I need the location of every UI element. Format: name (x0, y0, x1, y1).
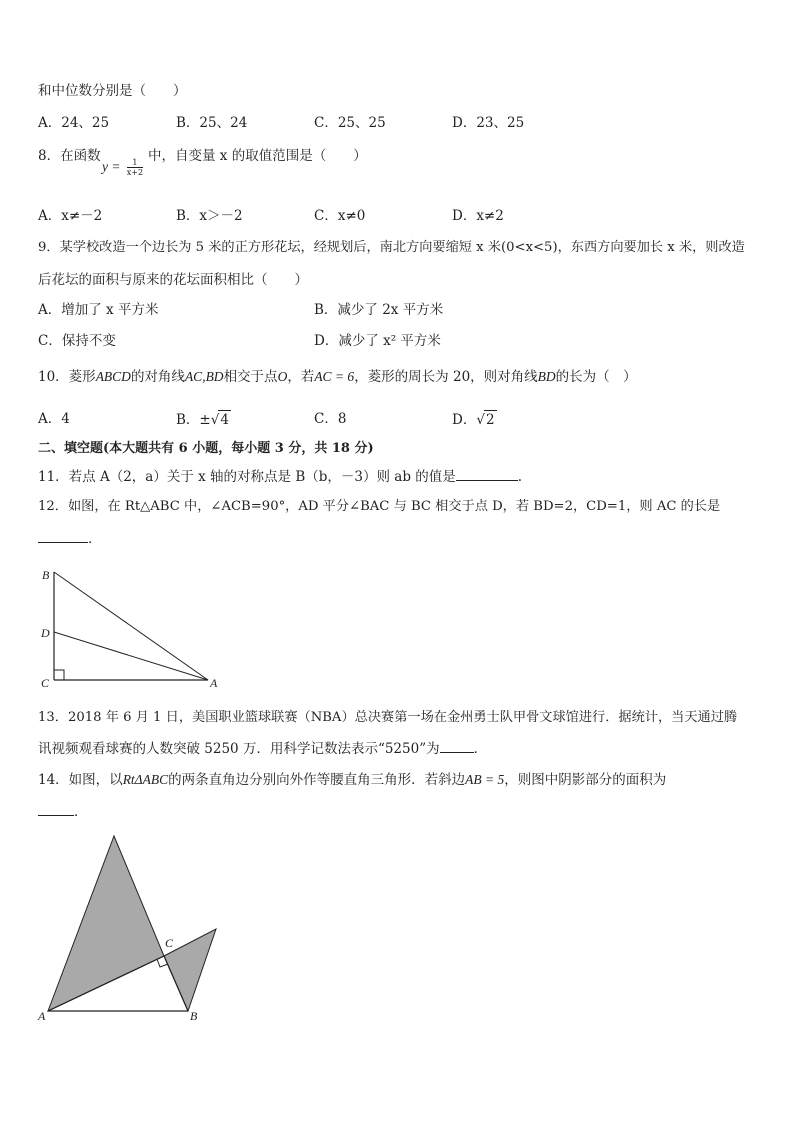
q14-ab: AB = 5 (465, 772, 505, 787)
q10-text-a: 10．菱形 (38, 369, 96, 385)
q12-stem: 12．如图，在 Rt△ABC 中，∠ACB=90°，AD 平分∠BAC 与 BC 相交于点 D，若 BD=2，CD=1，则 AC 的长是 (38, 499, 721, 514)
q10-o: O (277, 369, 288, 384)
q14-text-b: 的两条直角边分别向外作等腰直角三角形．若斜边 (168, 772, 466, 788)
q10-ac-eq: AC = 6 (314, 369, 355, 384)
q12-label-b: B (42, 568, 50, 582)
q10-acbd: AC,BD (184, 369, 224, 384)
q10-option-b-prefix: B．± (176, 412, 211, 428)
q10-text-e: ，菱形的周长为 20，则对角线 (354, 369, 538, 385)
section-title: 二、填空题(本大题共有 6 小题，每小题 3 分，共 18 分) (38, 441, 374, 456)
q9-option-b: B．减少了 2x 平方米 (314, 302, 444, 318)
q13-end: ． (473, 741, 488, 757)
q13-text: 讯视频观看球赛的人数突破 5250 万．用科学记数法表示“5250”为 (38, 741, 440, 757)
q8-prefix: 8．在函数 (38, 148, 101, 164)
q10-text-b: 的对角线 (130, 369, 185, 385)
q14-text-a: 14．如图，以 (38, 772, 123, 788)
q10-abcd: ABCD (95, 369, 131, 384)
q10-text-d: ，若 (287, 369, 315, 385)
q10-option-a: A．4 (38, 411, 70, 427)
q12-label-a: A (210, 676, 218, 690)
q12-label-d: D (41, 626, 50, 640)
q14-label-c: C (165, 936, 174, 950)
sqrt-icon: √ (210, 412, 220, 428)
q14-shaded-triangles (48, 836, 216, 1011)
q9-stem-line1: 9．某学校改造一个边长为 5 米的正方形花坛，经规划后，南北方向要缩短 x 米(0<x<5)，东西方向要加长 x 米，则改造 (38, 240, 745, 255)
q8-option-d: D．x≠2 (452, 208, 504, 224)
q14-rt: RtΔABC (122, 772, 169, 787)
q7-option-a: A．24、25 (38, 115, 110, 131)
q11-text: 11．若点 A（2，a）关于 x 轴的对称点是 B（b，－3）则 ab 的值是 (38, 469, 456, 485)
q7-stem-tail: 和中位数分别是（ ） (38, 83, 187, 99)
q14-label-a: A (38, 1009, 46, 1023)
q7-option-c: C．25、25 (314, 115, 386, 131)
q9-option-d: D．减少了 x² 平方米 (314, 333, 441, 349)
q10-option-d-prefix: D． (452, 412, 477, 428)
q11-end: . (517, 469, 523, 485)
q9-option-a: A．增加了 x 平方米 (38, 302, 159, 318)
q10-text-c: 相交于点 (223, 369, 278, 385)
q10-option-d-radicand: 2 (485, 412, 495, 428)
q10-option-c: C．8 (314, 411, 347, 427)
q8-option-a: A．x≠－2 (38, 208, 103, 224)
q8-formula-y: y = (102, 159, 121, 174)
q14-text-c: ，则图中阴影部分的面积为 (504, 772, 667, 788)
q14-end: ． (74, 804, 88, 820)
q8-fraction-numerator: 1 (127, 158, 143, 168)
q10-option-b-radicand: 4 (220, 412, 229, 428)
q8-fraction-denominator: x+2 (126, 168, 144, 177)
q12-end: ． (88, 531, 102, 547)
q10-text-f: 的长为（ ） (555, 369, 637, 385)
q9-option-c: C．保持不变 (38, 333, 116, 349)
q8-option-b: B．x＞－2 (176, 208, 243, 224)
q14-label-b: B (190, 1009, 198, 1023)
q13-stem-line1: 13．2018 年 6 月 1 日，美国职业篮球联赛（NBA）总决赛第一场在金州勇士队甲骨文球馆进行．据统计，当天通过腾 (38, 710, 738, 725)
q10-bd: BD (537, 369, 556, 384)
q8-option-c: C．x≠0 (314, 208, 366, 224)
sqrt-icon: √ (476, 412, 485, 428)
q7-option-d: D．23、25 (452, 115, 525, 131)
q8-suffix: 中，自变量 x 的取值范围是（ ） (148, 148, 367, 164)
q7-option-b: B．25、24 (176, 115, 248, 131)
q9-stem-line2: 后花坛的面积与原来的花坛面积相比（ ） (38, 272, 308, 288)
q12-label-c: C (41, 676, 50, 690)
